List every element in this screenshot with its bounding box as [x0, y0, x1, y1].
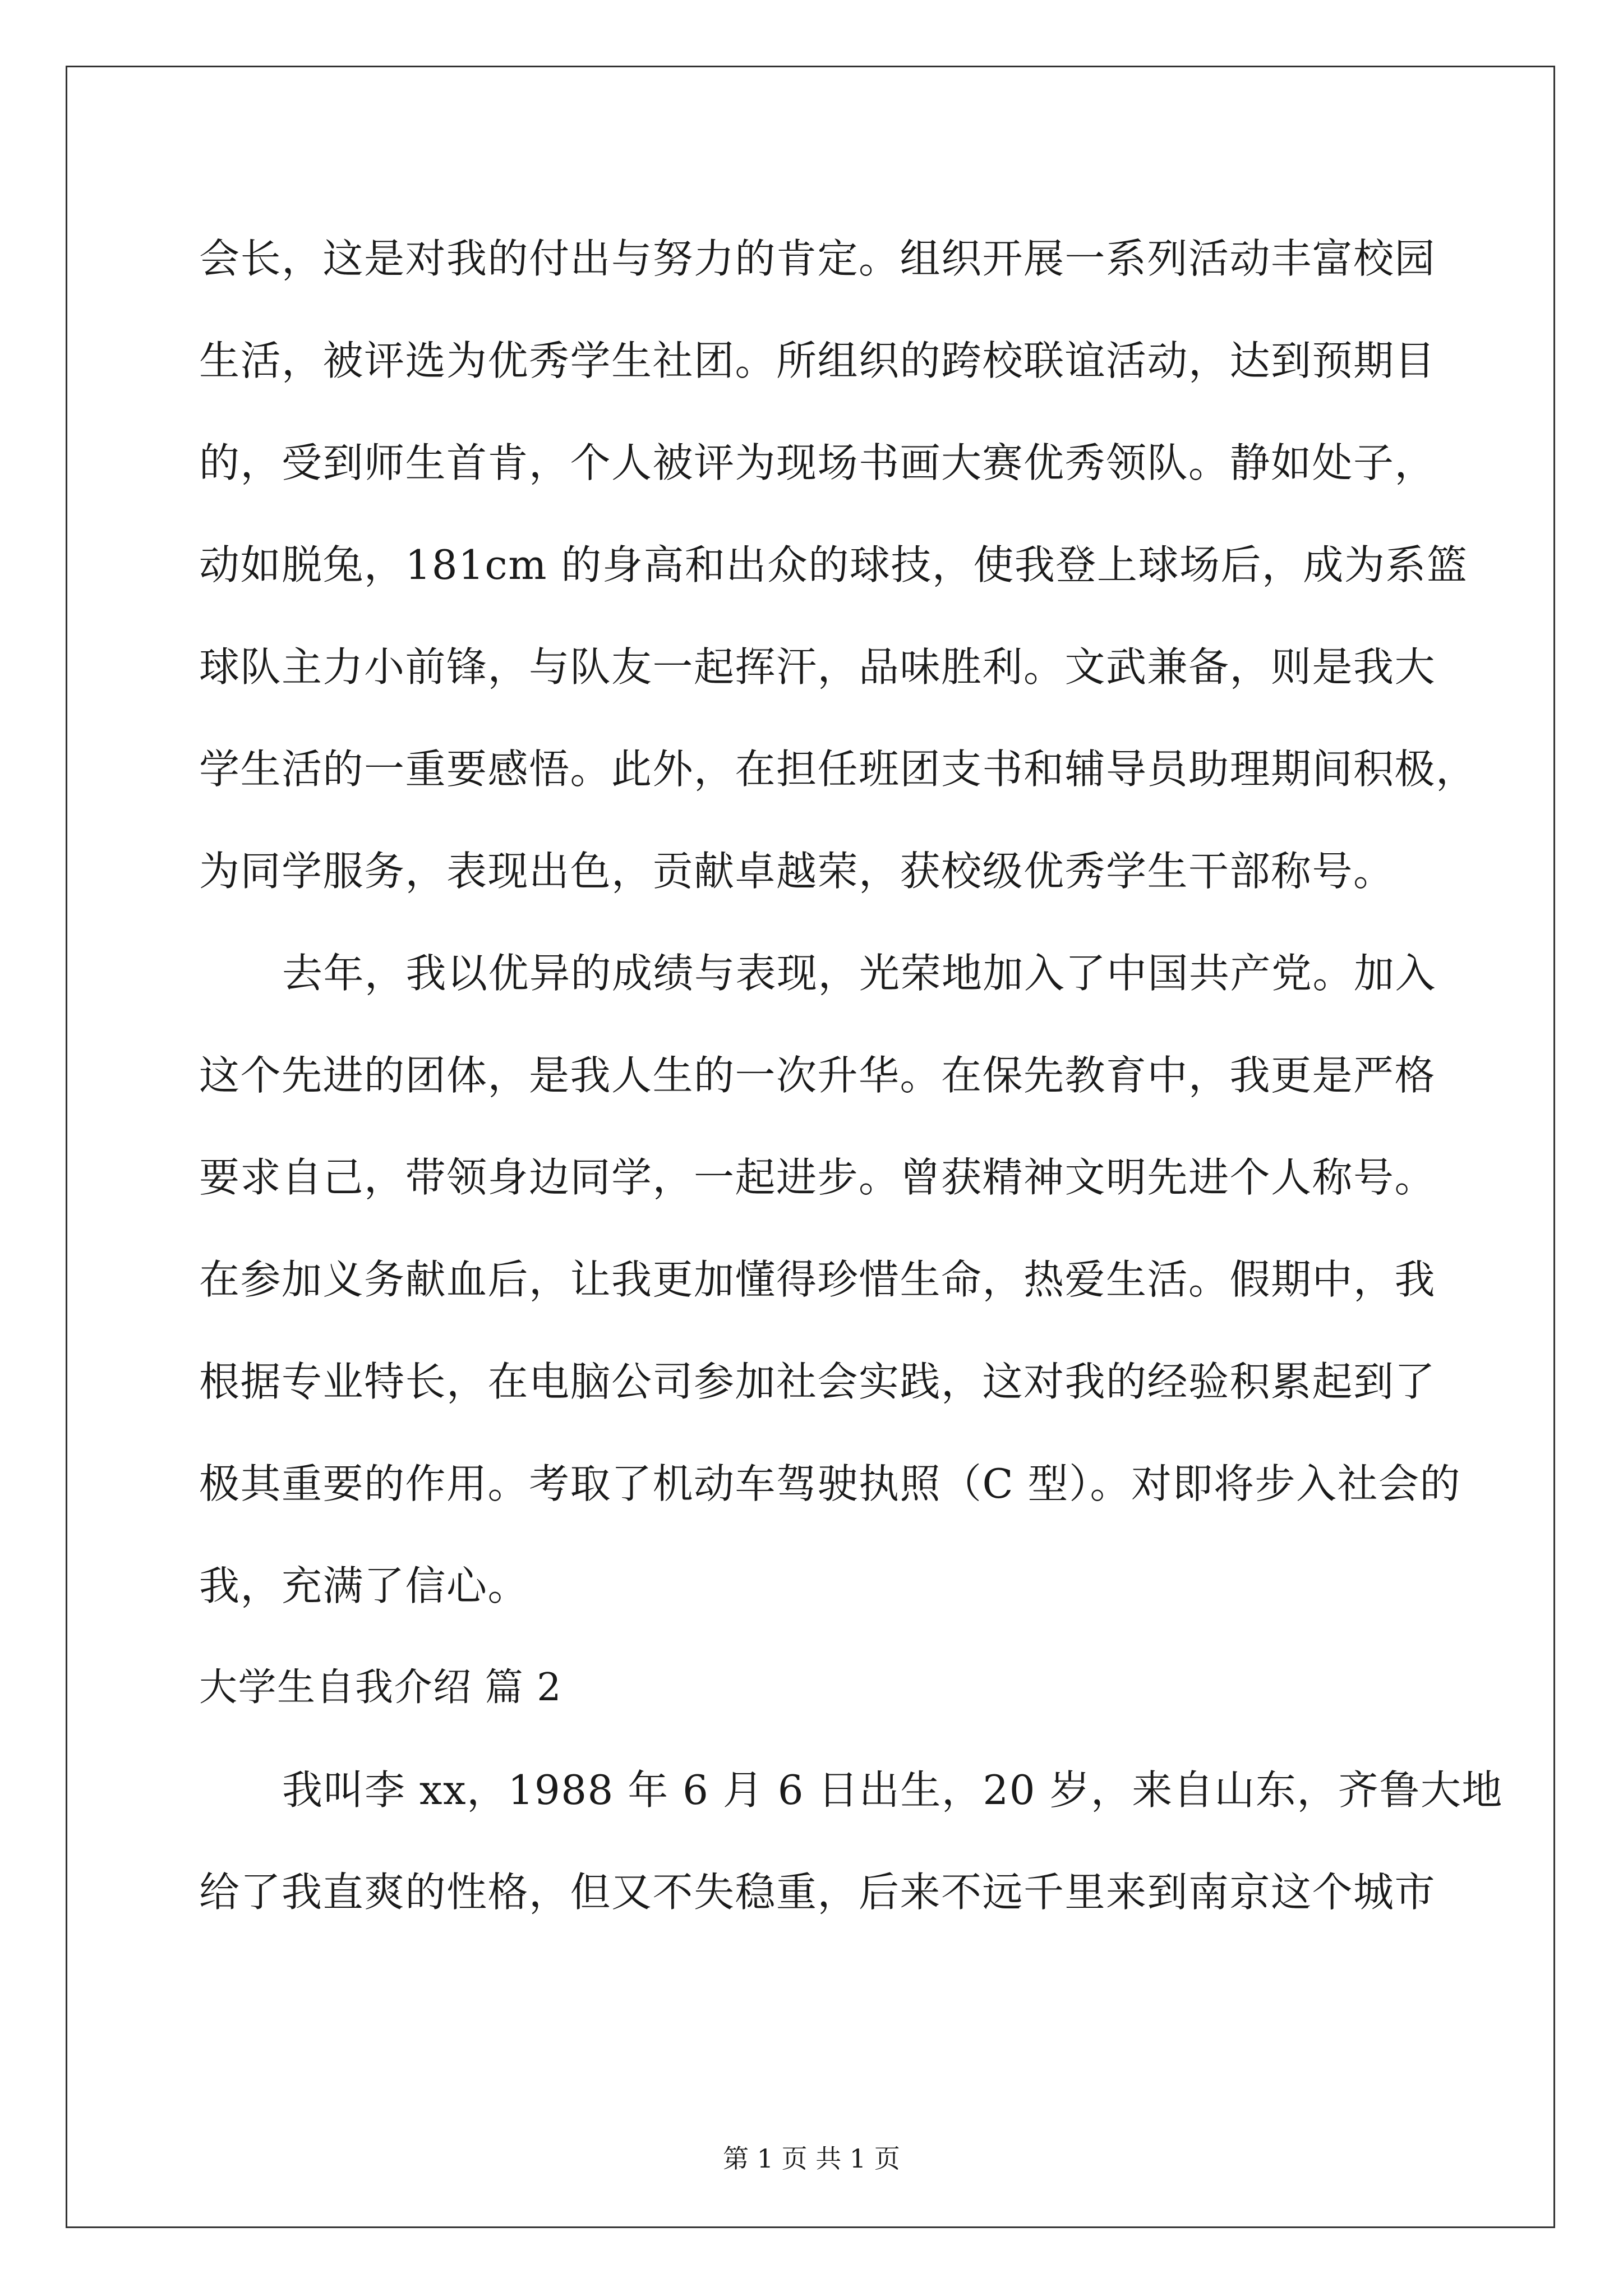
- text-line: 学生活的一重要感悟。此外，在担任班团支书和辅导员助理期间积极，: [199, 746, 1477, 793]
- text-line: 根据专业特长，在电脑公司参加社会实践，这对我的经验积累起到了: [199, 1358, 1436, 1405]
- section-heading: 大学生自我介绍 篇 2: [199, 1665, 562, 1710]
- page-number-footer: 第 1 页 共 1 页: [723, 2143, 900, 2174]
- text-line: 生活，被评选为优秀学生社团。所组织的跨校联谊活动，达到预期目: [199, 337, 1436, 384]
- text-line: 在参加义务献血后，让我更加懂得珍惜生命，热爱生活。假期中，我: [199, 1256, 1436, 1303]
- text-line: 球队主力小前锋，与队友一起挥汗，品味胜利。文武兼备，则是我大: [199, 643, 1436, 691]
- document-body: [199, 208, 1503, 1943]
- text-line: 动如脱兔，181cm 的身高和出众的球技，使我登上球场后，成为系篮: [199, 541, 1468, 588]
- text-line: 给了我直爽的性格，但又不失稳重，后来不远千里来到南京这个城市: [199, 1869, 1436, 1916]
- paragraph-start-line: 我叫李 xx，1988 年 6 月 6 日出生，20 岁，来自山东，齐鲁大地: [282, 1766, 1503, 1814]
- text-line: 会长，这是对我的付出与努力的肯定。组织开展一系列活动丰富校园: [199, 235, 1436, 282]
- paragraph-start-line: 去年，我以优异的成绩与表现，光荣地加入了中国共产党。加入: [282, 950, 1437, 997]
- text-line: 极其重要的作用。考取了机动车驾驶执照（C 型）。对即将步入社会的: [199, 1460, 1461, 1507]
- text-line: 为同学服务，表现出色，贡献卓越荣，获校级优秀学生干部称号。: [199, 848, 1395, 895]
- text-line: 我，充满了信心。: [199, 1562, 529, 1609]
- text-line: 的，受到师生首肯，个人被评为现场书画大赛优秀领队。静如处子，: [199, 439, 1436, 486]
- text-line: 要求自己，带领身边同学，一起进步。曾获精神文明先进个人称号。: [199, 1154, 1436, 1201]
- text-line: 这个先进的团体，是我人生的一次升华。在保先教育中，我更是严格: [199, 1052, 1436, 1099]
